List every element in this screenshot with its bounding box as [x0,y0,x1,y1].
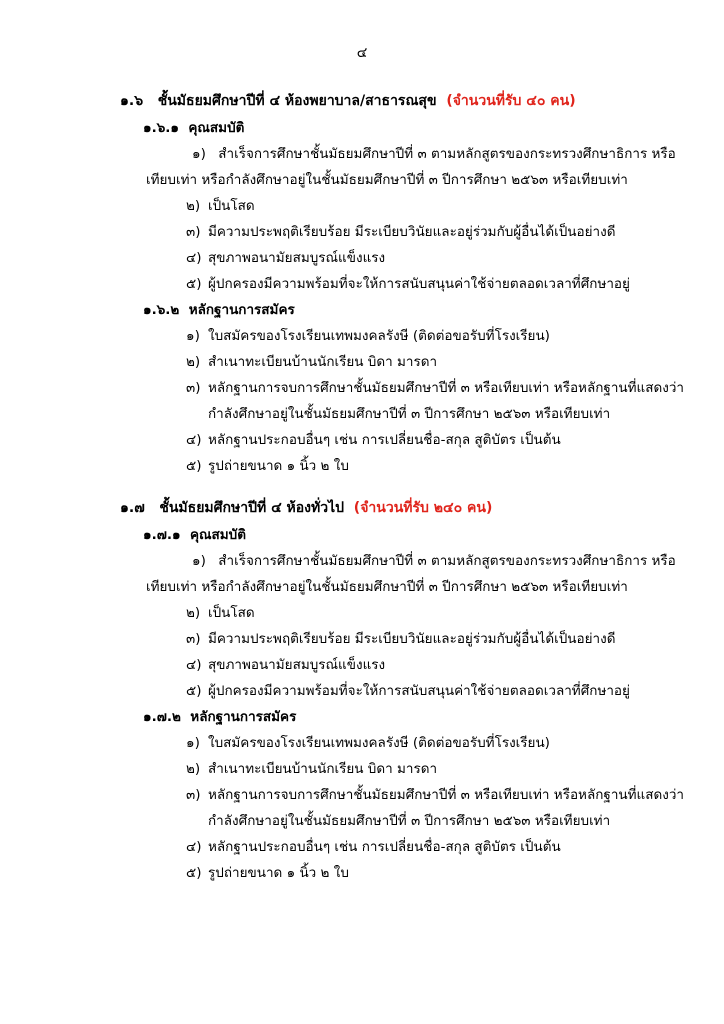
document-item: ๓) หลักฐานการจบการศึกษาชั้นมัธยมศึกษาปีที่ ๓ หรือเทียบเท่า หรือหลักฐานที่แสดงว่า [186,380,685,396]
qualification-item: ๕) ผู้ปกครองมีความพร้อมที่จะให้การสนับสนุนค่าใช้จ่ายตลอดเวลาที่ศึกษาอยู่ [186,276,630,292]
section-title: ชั้นมัธยมศึกษาปีที่ ๔ ห้องพยาบาล/สาธารณสุข [157,93,437,109]
quota-label: (จำนวนที่รับ ๒๔๐ คน) [353,500,493,516]
sub-heading-qualifications: ๑.๖.๑ คุณสมบัติ [143,120,245,136]
document-item: ๓) หลักฐานการจบการศึกษาชั้นมัธยมศึกษาปีที่ ๓ หรือเทียบเท่า หรือหลักฐานที่แสดงว่า [186,787,685,803]
qualification-item-1-continued: เทียบเท่า หรือกำลังศึกษาอยู่ในชั้นมัธยมศึกษาปีที่ ๓ ปีการศึกษา ๒๕๖๓ หรือเทียบเท่า [146,579,628,595]
document-item: ๕) รูปถ่ายขนาด ๑ นิ้ว ๒ ใบ [186,865,349,881]
qualification-item-1: ๑) สำเร็จการศึกษาชั้นมัธยมศึกษาปีที่ ๓ ตามหลักสูตรของกระทรวงศึกษาธิการ หรือ [192,553,676,569]
document-item: ๕) รูปถ่ายขนาด ๑ นิ้ว ๒ ใบ [186,458,349,474]
qualification-item: ๒) เป็นโสด [186,198,255,214]
document-item-continued: กำลังศึกษาอยู่ในชั้นมัธยมศึกษาปีที่ ๓ ปีการศึกษา ๒๕๖๓ หรือเทียบเท่า [208,406,611,422]
document-item: ๒) สำเนาทะเบียนบ้านนักเรียน บิดา มารดา [186,761,438,777]
qualification-item: ๓) มีความประพฤติเรียบร้อย มีระเบียบวินัยและอยู่ร่วมกับผู้อื่นได้เป็นอย่างดี [186,224,616,240]
sub-heading-documents: ๑.๗.๒ หลักฐานการสมัคร [143,709,297,725]
sub-heading-documents: ๑.๖.๒ หลักฐานการสมัคร [143,302,295,318]
qualification-item-1-continued: เทียบเท่า หรือกำลังศึกษาอยู่ในชั้นมัธยมศึกษาปีที่ ๓ ปีการศึกษา ๒๕๖๓ หรือเทียบเท่า [146,172,628,188]
qualification-item: ๔) สุขภาพอนามัยสมบูรณ์แข็งแรง [186,657,386,673]
document-item-continued: กำลังศึกษาอยู่ในชั้นมัธยมศึกษาปีที่ ๓ ปีการศึกษา ๒๕๖๓ หรือเทียบเท่า [208,813,611,829]
section-number: ๑.๖ [120,93,144,109]
section-heading-1-7 [120,499,492,517]
qualification-item: ๓) มีความประพฤติเรียบร้อย มีระเบียบวินัยและอยู่ร่วมกับผู้อื่นได้เป็นอย่างดี [186,631,616,647]
document-item: ๔) หลักฐานประกอบอื่นๆ เช่น การเปลี่ยนชื่อ-สกุล สูติบัตร เป็นต้น [186,839,561,855]
document-item: ๒) สำเนาทะเบียนบ้านนักเรียน บิดา มารดา [186,354,438,370]
qualification-item: ๕) ผู้ปกครองมีความพร้อมที่จะให้การสนับสนุนค่าใช้จ่ายตลอดเวลาที่ศึกษาอยู่ [186,683,630,699]
document-item: ๑) ใบสมัครของโรงเรียนเทพมงคลรังษี (ติดต่อขอรับที่โรงเรียน) [186,328,550,344]
qualification-item: ๒) เป็นโสด [186,605,255,621]
section-number: ๑.๗ [120,500,145,516]
section-heading-1-6 [120,92,576,110]
sub-heading-qualifications: ๑.๗.๑ คุณสมบัติ [143,527,246,543]
section-title: ชั้นมัธยมศึกษาปีที่ ๔ ห้องทั่วไป [159,500,345,516]
qualification-item: ๔) สุขภาพอนามัยสมบูรณ์แข็งแรง [186,250,386,266]
qualification-item-1: ๑) สำเร็จการศึกษาชั้นมัธยมศึกษาปีที่ ๓ ตามหลักสูตรของกระทรวงศึกษาธิการ หรือ [192,146,676,162]
quota-label: (จำนวนที่รับ ๔๐ คน) [446,93,576,109]
document-item: ๔) หลักฐานประกอบอื่นๆ เช่น การเปลี่ยนชื่อ-สกุล สูติบัตร เป็นต้น [186,432,561,448]
page-number: ๔ [356,45,368,61]
document-item: ๑) ใบสมัครของโรงเรียนเทพมงคลรังษี (ติดต่อขอรับที่โรงเรียน) [186,735,550,751]
